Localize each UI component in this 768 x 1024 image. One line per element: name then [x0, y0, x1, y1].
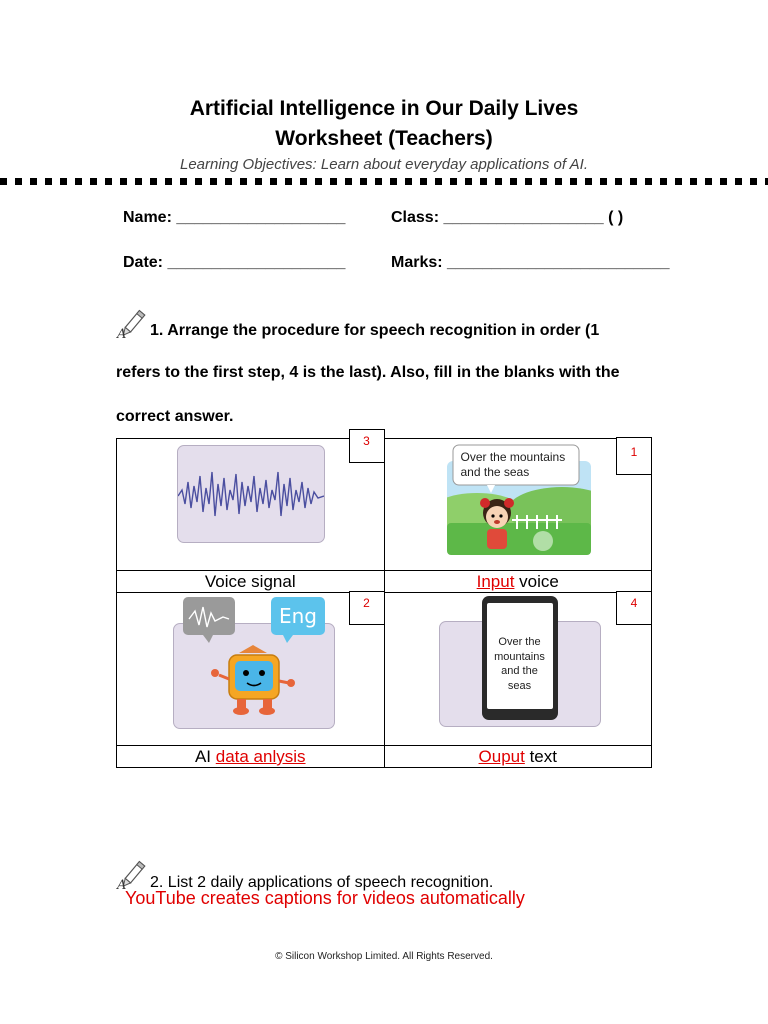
answer-output: Ouput — [478, 747, 525, 766]
question1-line2: refers to the first step, 4 is the last). Also, fill in the blanks with the — [116, 364, 620, 381]
question1-line1: 1. Arrange the procedure for speech recognition in order (1 — [150, 322, 600, 339]
order-box[interactable]: 2 — [349, 591, 385, 625]
question1-line3: correct answer. — [116, 408, 234, 425]
worksheet-title-line1: Artificial Intelligence in Our Daily Lives — [189, 97, 579, 120]
cell-voice-signal — [117, 434, 385, 571]
marks-field[interactable]: Marks: _________________________ — [391, 254, 670, 271]
cell-ai-analysis — [117, 593, 385, 746]
robot-icon — [179, 597, 329, 727]
bubble-lang-text: Eng — [278, 604, 318, 628]
label-rest: voice — [514, 572, 559, 591]
order-box[interactable]: 4 — [616, 591, 652, 625]
answer-input: Input — [476, 572, 515, 591]
phone-screen-text: Over the mountains and the seas — [494, 636, 545, 692]
sound-wave-icon — [178, 446, 324, 542]
label-prefix: AI — [194, 747, 216, 766]
learning-objectives: Learning Objectives: Learn about everyday applications of AI. — [179, 156, 589, 173]
label-rest: text — [524, 747, 557, 766]
worksheet-title-line2: Worksheet (Teachers) — [275, 127, 493, 150]
class-field[interactable]: Class: __________________ ( ) — [391, 209, 624, 226]
label-voice-signal: Voice signal — [117, 571, 385, 593]
label-output-text — [384, 746, 652, 768]
question2-answer[interactable]: YouTube creates captions for videos automatically — [125, 888, 525, 908]
label-ai-analysis — [117, 746, 385, 768]
name-field[interactable]: Name: ___________________ — [123, 209, 346, 226]
order-box[interactable]: 1 — [616, 437, 652, 475]
speech-bubble-text: Over the mountains and the seas — [460, 450, 566, 479]
date-field[interactable]: Date: ____________________ — [123, 254, 346, 271]
cell-output-text — [384, 593, 652, 746]
dashed-divider — [0, 178, 768, 185]
cell-input-voice — [384, 439, 652, 571]
copyright-footer: © Silicon Workshop Limited. All Rights Reserved. — [275, 951, 493, 962]
answer-data-analysis: data anlysis — [215, 747, 306, 766]
procedure-table — [116, 434, 652, 768]
question2-text: 2. List 2 daily applications of speech recognition. — [150, 874, 494, 891]
svg-text:A: A — [117, 327, 127, 341]
svg-text:A: A — [117, 878, 127, 892]
label-input-voice — [384, 571, 652, 593]
order-box[interactable]: 3 — [349, 429, 385, 463]
